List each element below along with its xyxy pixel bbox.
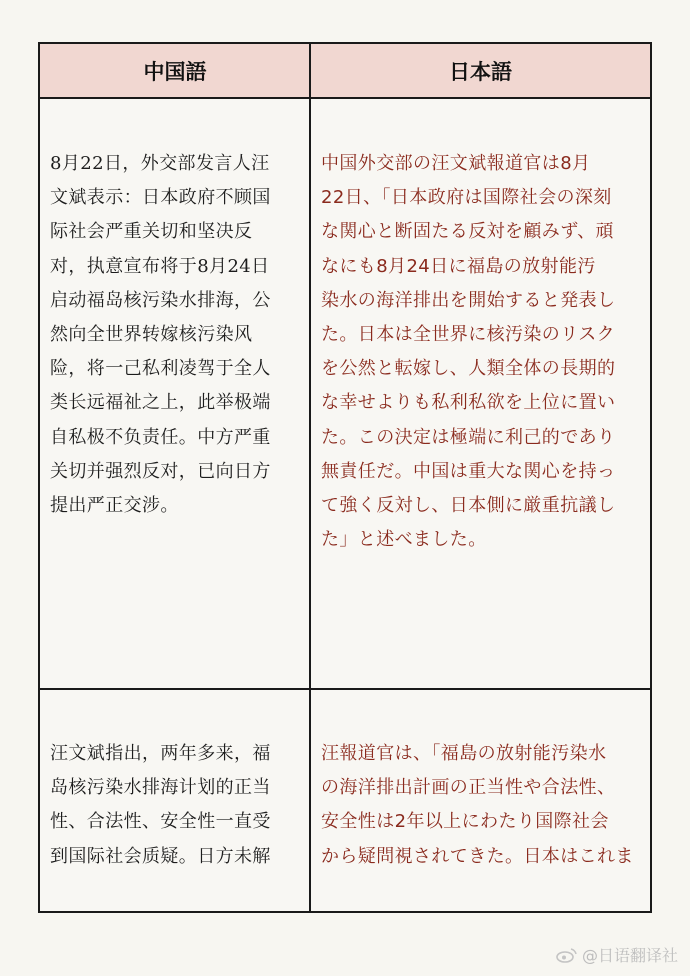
- watermark: [556, 943, 678, 966]
- row-1-chinese-text: 8月22日，外交部发言人汪 文斌表示：日本政府不顾国 际社会严重关切和坚决反 对，执意宣布将于8月24日 启动福岛核污染水排海，公 然向全世界转嫁核污染风 险，将一己私利凌驾于全人 类长远福祉之上，此举极端 自私极不负责任。中方严重 关切并强烈反对，已向日方 提出严正交涉。: [50, 153, 271, 517]
- row-2-japanese-text: 汪報道官は、「福島の放射能汚染水 の海洋排出計画の正当性や合法性、 安全性は2年以上にわたり国際社会 から疑問視されてきた。日本はこれま: [321, 743, 634, 867]
- header-japanese: 日本語: [449, 59, 512, 84]
- column-divider: [309, 44, 311, 911]
- table-header-row: [40, 44, 650, 99]
- header-chinese: 中国語: [143, 59, 207, 84]
- row-1-japanese-text: 中国外交部の汪文斌報道官は8月 22日、「日本政府は国際社会の深刻 な関心と断固たる反対を顧みず、頑 なにも8月24日に福島の放射能汚 染水の海洋排出を開始すると発表し た。日本は全世界に核汚染のリスク を公然と転嫁し、人類全体の長期的 な幸せよりも私利私欲を上位に置い た。この決定は極端に利己的であり 無責任だ。中国は重大な関心を持っ て強く反対し、日本側に厳重抗議し た」と述べました。: [321, 153, 616, 551]
- row-2-chinese-text: 汪文斌指出，两年多来，福 岛核污染水排海计划的正当 性、合法性、安全性一直受 到国际社会质疑。日方未解: [50, 743, 271, 867]
- watermark-text: @日语翻译社: [581, 946, 678, 965]
- translation-table: [38, 42, 652, 913]
- weibo-logo-icon: [556, 947, 578, 963]
- row-divider: [40, 688, 650, 690]
